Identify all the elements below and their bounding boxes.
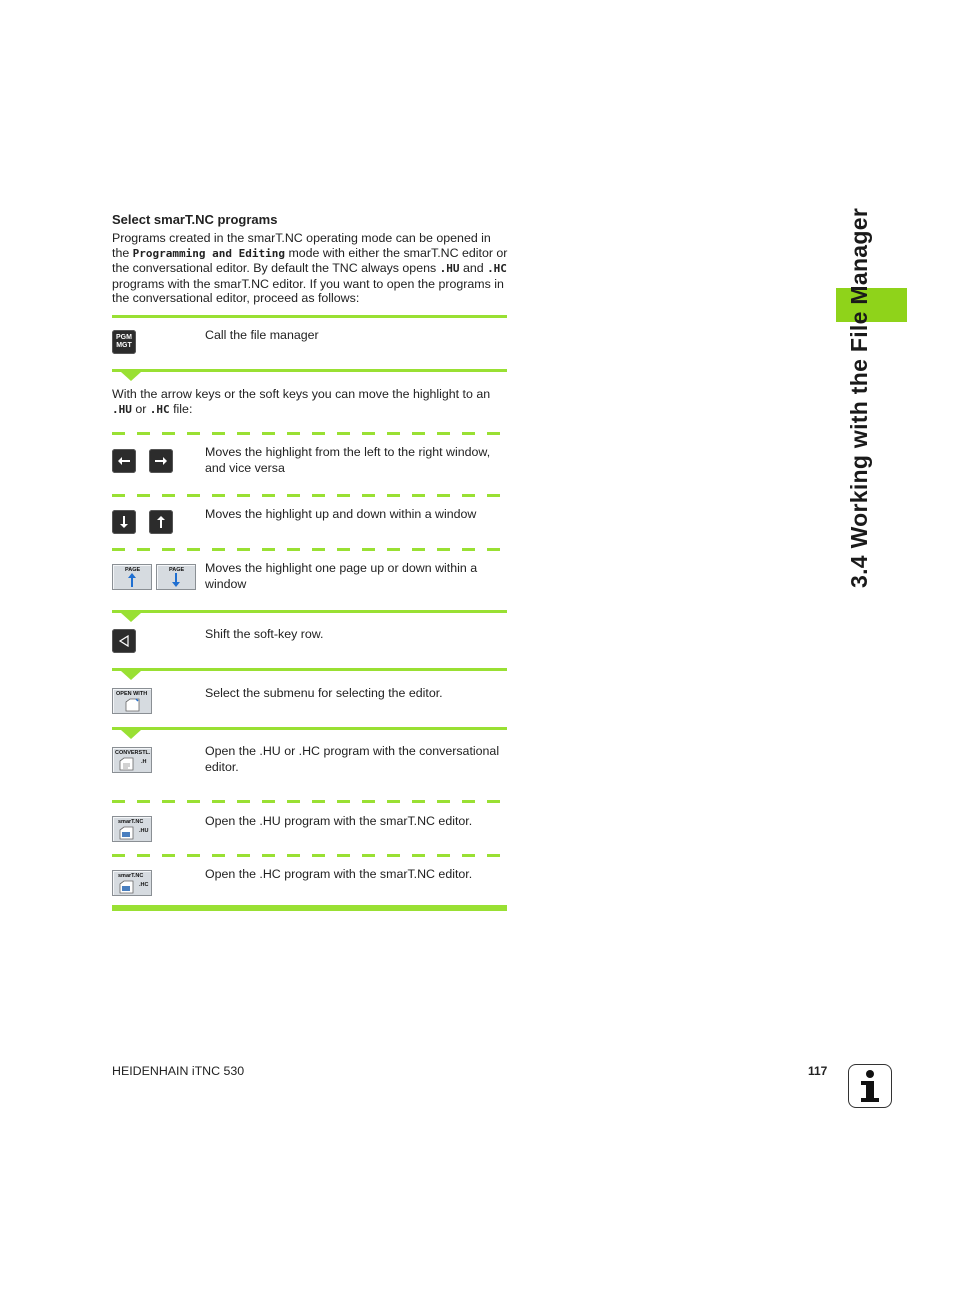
arrow-up-icon bbox=[156, 515, 166, 529]
divider-dashed bbox=[112, 548, 507, 551]
smart-nc-hu-softkey[interactable]: smarT.NC .HU bbox=[112, 816, 152, 842]
step-conversational: Open the .HU or .HC program with the conversational editor. bbox=[205, 744, 500, 774]
page-up-arrow-icon bbox=[128, 573, 136, 587]
arrow-down-icon bbox=[119, 515, 129, 529]
conversational-softkey[interactable]: CONVERSTL. .H bbox=[112, 747, 152, 773]
divider-solid bbox=[112, 315, 507, 318]
section-heading: Select smarT.NC programs bbox=[112, 212, 278, 227]
chapter-title: 3.4 Working with the File Manager bbox=[846, 207, 872, 588]
flow-arrow-icon bbox=[121, 372, 141, 381]
step-submenu: Select the submenu for selecting the editor. bbox=[205, 686, 443, 700]
divider-dashed bbox=[112, 432, 507, 435]
smart-nc-document-icon bbox=[119, 826, 135, 840]
smart-nc-hc-softkey[interactable]: smarT.NC .HC bbox=[112, 870, 152, 896]
footer-manual-name: HEIDENHAIN iTNC 530 bbox=[112, 1064, 245, 1078]
step-up-down: Moves the highlight up and down within a window bbox=[205, 507, 477, 521]
step-smart-hu: Open the .HU program with the smarT.NC editor. bbox=[205, 814, 473, 828]
triangle-left-icon bbox=[118, 635, 130, 647]
flow-arrow-icon bbox=[121, 730, 141, 739]
divider-solid bbox=[112, 610, 507, 613]
page-down-arrow-icon bbox=[172, 573, 180, 587]
intro-paragraph: Programs created in the smarT.NC operating mode can be opened in the Programming and Editing mode with either the smarT.NC editor or the conversational editor. By default the TNC always opens .HU and .HC programs with the smarT.NC editor. If you want to open the programs in the conversational editor, proceed as follows: bbox=[112, 231, 508, 306]
page-number: 117 bbox=[808, 1064, 828, 1078]
arrow-keys-paragraph: With the arrow keys or the soft keys you can move the highlight to an .HU or .HC file: bbox=[112, 387, 491, 416]
arrow-down-key[interactable] bbox=[112, 510, 136, 534]
step-smart-hc: Open the .HC program with the smarT.NC editor. bbox=[205, 867, 473, 881]
divider-solid bbox=[112, 727, 507, 730]
document-icon bbox=[119, 757, 135, 771]
document-icon bbox=[125, 698, 141, 712]
divider-solid bbox=[112, 668, 507, 671]
open-with-softkey[interactable]: OPEN WITH bbox=[112, 688, 152, 714]
flow-arrow-icon bbox=[121, 613, 141, 622]
step-page: Moves the highlight one page up or down within a window bbox=[205, 561, 478, 591]
pgm-mgt-key[interactable]: PGM MGT bbox=[112, 330, 136, 354]
info-icon bbox=[848, 1064, 892, 1108]
divider-dashed bbox=[112, 854, 507, 857]
mode-name: Programming and Editing bbox=[132, 246, 285, 260]
smart-nc-document-icon bbox=[119, 880, 135, 894]
arrow-left-key[interactable] bbox=[112, 449, 136, 473]
step-shift-softkey: Shift the soft-key row. bbox=[205, 627, 324, 641]
arrow-up-key[interactable] bbox=[149, 510, 173, 534]
step-call-file-manager: Call the file manager bbox=[205, 328, 319, 342]
divider-solid bbox=[112, 369, 507, 372]
divider-dashed bbox=[112, 494, 507, 497]
page-down-softkey[interactable]: PAGE bbox=[156, 564, 196, 590]
page-up-softkey[interactable]: PAGE bbox=[112, 564, 152, 590]
arrow-left-icon bbox=[117, 456, 131, 466]
flow-arrow-icon bbox=[121, 671, 141, 680]
arrow-right-icon bbox=[154, 456, 168, 466]
step-left-right: Moves the highlight from the left to the right window, and vice versa bbox=[205, 445, 491, 475]
shift-softkey-row-key[interactable] bbox=[112, 629, 136, 653]
arrow-right-key[interactable] bbox=[149, 449, 173, 473]
divider-end bbox=[112, 905, 507, 911]
divider-dashed bbox=[112, 800, 507, 803]
